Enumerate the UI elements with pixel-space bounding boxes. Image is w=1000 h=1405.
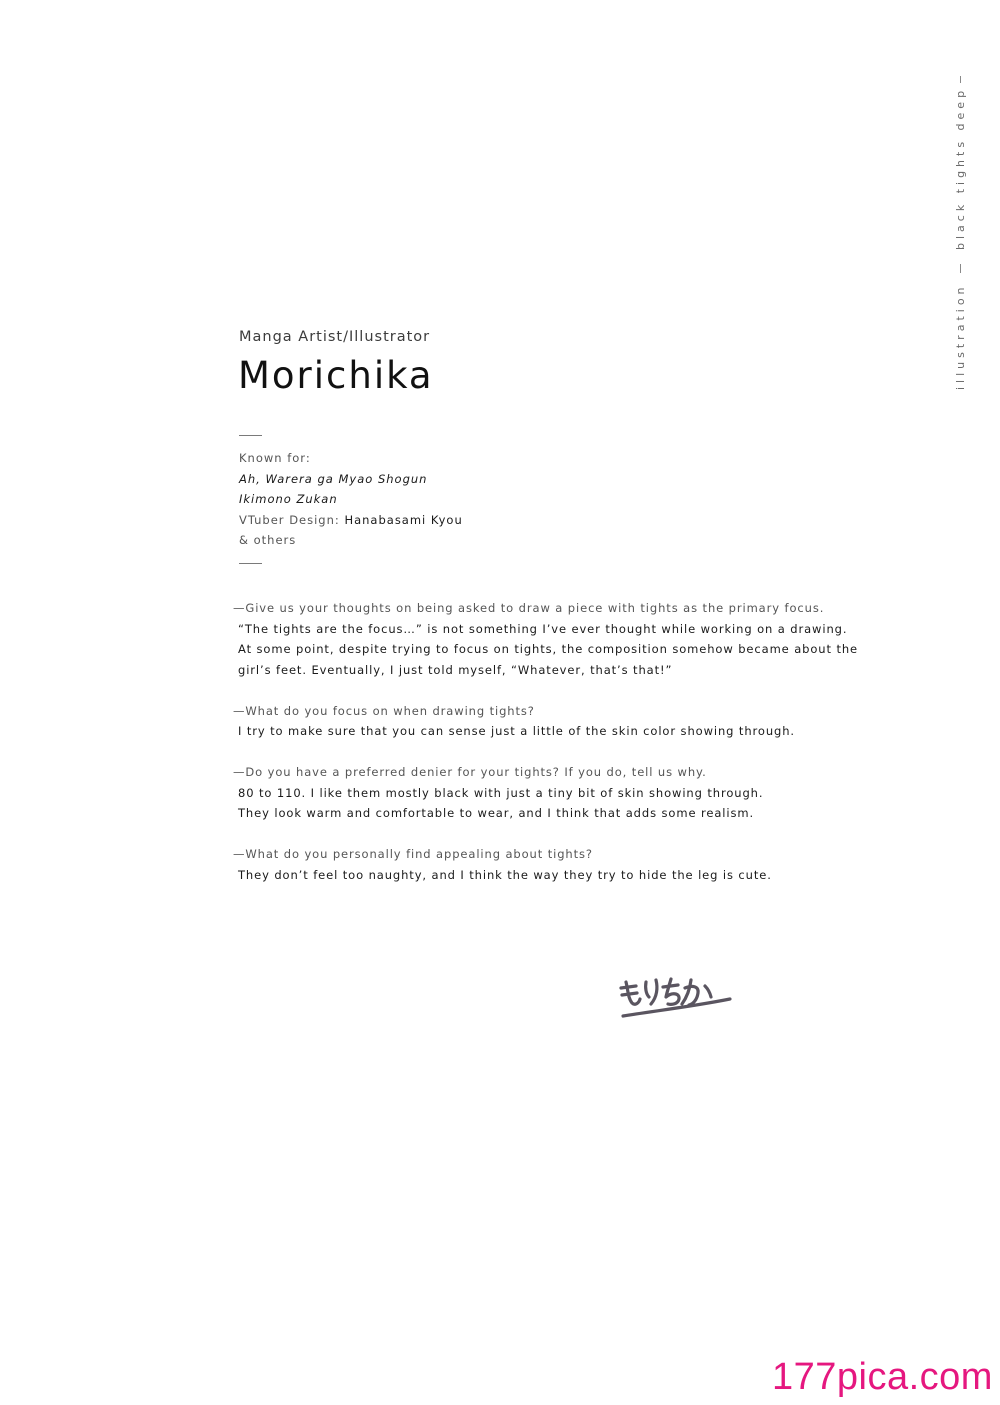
qa-item (233, 844, 873, 885)
vtuber-prefix: VTuber Design: (239, 512, 345, 527)
side-divider-middle (960, 264, 961, 273)
qa-item (233, 701, 873, 742)
vtuber-name: Hanabasami Kyou (344, 512, 463, 527)
known-for-block (239, 448, 463, 551)
answer-line: “The tights are the focus…” is not something I’ve ever thought while working on a drawing. (238, 621, 848, 636)
artist-role: Manga Artist/Illustrator (239, 329, 431, 345)
side-label (953, 76, 969, 392)
known-for-heading: Known for: (239, 451, 311, 465)
question: —Do you have a preferred denier for your tights? If you do, tell us why. (233, 765, 707, 779)
answer-line: They don’t feel too naughty, and I think the way they try to hide the leg is cute. (238, 867, 772, 882)
artist-name: Morichika (238, 354, 434, 397)
question: —What do you personally find appealing about tights? (233, 847, 593, 861)
known-for-work: Ikimono Zukan (239, 492, 338, 506)
divider-top (239, 435, 262, 436)
side-label-sub: black tights deep (954, 86, 967, 250)
answer-line: They look warm and comfortable to wear, and I think that adds some realism. (238, 806, 755, 820)
interview (233, 598, 873, 906)
known-for-vtuber (239, 510, 463, 531)
answer-line: 80 to 110. I like them mostly black with just a tiny bit of skin showing through. (238, 785, 764, 800)
site-watermark: 177pica.com (772, 1356, 993, 1398)
side-label-main: illustration (954, 283, 967, 390)
answer-line: At some point, despite trying to focus on tights, the composition somehow became about the (238, 642, 859, 656)
answer-line: I try to make sure that you can sense just a little of the skin color showing through. (238, 724, 795, 738)
question: —Give us your thoughts on being asked to draw a piece with tights as the primary focus. (233, 601, 825, 615)
artist-signature (618, 970, 736, 1022)
answer-line: girl’s feet. Eventually, I just told myself, “Whatever, that’s that!” (238, 662, 673, 677)
divider-bottom (239, 563, 262, 564)
side-divider-top (960, 76, 961, 83)
qa-item (233, 762, 873, 824)
known-for-work: Ah, Warera ga Myao Shogun (239, 471, 428, 486)
known-for-others: & others (239, 533, 297, 547)
qa-item (233, 598, 873, 680)
question: —What do you focus on when drawing tights? (233, 703, 535, 718)
